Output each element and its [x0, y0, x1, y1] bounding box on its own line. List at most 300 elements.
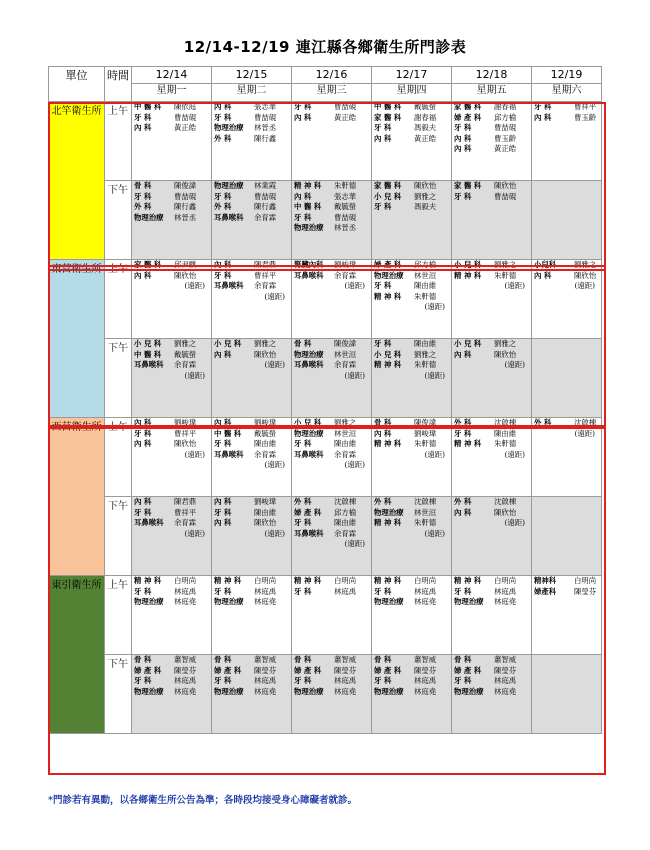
department: 牙 科: [534, 102, 552, 111]
department: 耳鼻喉科: [294, 528, 324, 538]
clinic-entry: [292, 350, 371, 361]
doctor-name: 蕭智威: [334, 655, 357, 664]
clinic-entry: [292, 223, 371, 234]
department: 內 科: [134, 439, 152, 449]
period-label: 下午: [105, 655, 132, 734]
clinic-entry: [132, 518, 211, 529]
schedule-cell: [212, 576, 292, 655]
clinic-entry: [132, 497, 211, 508]
clinic-entry: [292, 497, 371, 508]
clinic-entry: [292, 450, 371, 461]
doctor-name: 馮毅夫: [414, 123, 437, 133]
doctor-name: 余育霖: [174, 360, 197, 370]
department: 牙 科: [454, 428, 472, 438]
clinic-entry: [212, 192, 291, 203]
schedule-cell: [532, 418, 602, 497]
schedule-cell: [452, 181, 532, 260]
doctor-name: 林晉丞: [334, 223, 357, 233]
schedule-cell: [452, 102, 532, 181]
department: 物理治療: [374, 507, 404, 517]
clinic-entry: [452, 508, 531, 519]
schedule-cell: [372, 497, 452, 576]
clinic-entry: [132, 271, 211, 282]
department: 物理治療: [134, 597, 164, 607]
department: 牙 科: [294, 586, 312, 596]
doctor-name: 林庭禹: [334, 676, 357, 686]
remote-note: (遠距): [424, 370, 445, 380]
clinic-entry: [212, 418, 291, 429]
department: 牙 科: [134, 676, 152, 686]
department: 物理治療: [454, 597, 484, 607]
remote-note: (遠距): [344, 460, 365, 470]
schedule-cell: [132, 655, 212, 734]
schedule-cell: [292, 260, 372, 339]
department: 牙 科: [374, 586, 392, 596]
remote-note: (遠距): [424, 449, 445, 459]
doctor-name: 林庭堯: [174, 597, 197, 607]
doctor-name: 戴毓螢: [174, 349, 197, 359]
doctor-name: 陳欣怡: [414, 181, 437, 190]
department: 牙 科: [134, 586, 152, 596]
schedule-cell: [292, 181, 372, 260]
doctor-name: 陳瑩芬: [334, 665, 357, 675]
doctor-name: 余育霖: [334, 528, 357, 538]
schedule-cell: [212, 260, 292, 339]
clinic-entry: [212, 597, 291, 608]
department: 牙 科: [374, 202, 392, 212]
day-header: [132, 67, 212, 102]
day-date: 12/18: [475, 68, 508, 81]
clinic-entry: [372, 687, 451, 698]
day-date: 12/15: [235, 68, 268, 81]
clinic-entry: [532, 260, 601, 271]
doctor-name: 陳行鑫: [254, 202, 277, 212]
department: 物理治療: [294, 223, 324, 233]
doctor-name: 白明尚: [574, 576, 597, 585]
clinic-entry: [372, 113, 451, 124]
remote-note: (遠距): [504, 360, 525, 370]
clinic-entry: [372, 260, 451, 271]
department: 牙 科: [214, 439, 232, 449]
department: 牙 科: [374, 123, 392, 133]
period-label: 下午: [105, 339, 132, 418]
clinic-entry: [292, 439, 371, 450]
doctor-name: 蕭智威: [414, 655, 437, 664]
period-label: 上午: [105, 418, 132, 497]
clinic-entry: [452, 134, 531, 145]
department: 精 神 科: [374, 291, 402, 301]
clinic-entry: [532, 418, 601, 429]
schedule-cell: [212, 655, 292, 734]
period-label: 上午: [105, 576, 132, 655]
department: 中 醫 科: [214, 428, 242, 438]
clinic-entry: [212, 576, 291, 587]
department: 精 神 科: [294, 576, 322, 585]
doctor-name: 蕭智威: [494, 655, 517, 664]
schedule-table: [48, 66, 602, 734]
clinic-entry: [292, 666, 371, 677]
doctor-name: 林世洹: [414, 270, 437, 280]
department: 物理治療: [374, 270, 404, 280]
doctor-name: 曹喆硯: [254, 191, 277, 201]
doctor-name: 曹喆硯: [334, 212, 357, 222]
clinic-entry: [132, 202, 211, 213]
department: 物理治療: [294, 428, 324, 438]
doctor-name: 劉雅之: [334, 418, 357, 427]
clinic-entry: [292, 181, 371, 192]
clinic-entry: [292, 529, 371, 540]
department: 外 科: [454, 497, 472, 506]
clinic-entry: [212, 339, 291, 350]
doctor-name: 林庭禹: [174, 586, 197, 596]
clinic-entry: [372, 655, 451, 666]
department: 牙 科: [134, 112, 152, 122]
doctor-name: 曹玉齡: [574, 112, 597, 122]
doctor-name: 邱方榆: [334, 507, 357, 517]
doctor-name: 曹喆硯: [254, 112, 277, 122]
remote-note: (遠距): [264, 360, 285, 370]
department: 家 醫 科: [454, 102, 482, 111]
clinic-entry: [212, 123, 291, 134]
remote-note: (遠距): [184, 281, 205, 291]
doctor-name: 林世洹: [334, 349, 357, 359]
remote-note: (遠距): [504, 281, 525, 291]
schedule-cell: [132, 102, 212, 181]
department: 牙 科: [454, 191, 472, 201]
clinic-entry: [372, 497, 451, 508]
clinic-entry: [212, 666, 291, 677]
department: 精 神 科: [134, 576, 162, 585]
doctor-name: 蕭智威: [254, 655, 277, 664]
doctor-name: 陳君鼎: [174, 497, 197, 506]
doctor-name: 林庭堯: [414, 597, 437, 607]
clinic-entry: [212, 350, 291, 361]
schedule-cell: [292, 576, 372, 655]
department: 家 醫 科: [134, 260, 162, 269]
department: 家 醫 科: [454, 181, 482, 190]
doctor-name: 白明尚: [334, 576, 357, 585]
department: 小 兒 科: [374, 349, 402, 359]
clinic-entry: [372, 339, 451, 350]
doctor-name: 林庭禹: [174, 676, 197, 686]
doctor-name: 陳欣怡: [254, 349, 277, 359]
day-date: 12/14: [155, 68, 188, 81]
department: 小 兒 科: [134, 339, 162, 348]
doctor-name: 劉峻瑋: [414, 428, 437, 438]
doctor-name: 朱軒德: [334, 181, 357, 190]
doctor-name: 劉雅之: [494, 339, 517, 348]
department: 耳鼻喉科: [294, 360, 324, 370]
doctor-name: 陳瑩芬: [174, 665, 197, 675]
day-date: 12/17: [395, 68, 428, 81]
department: 牙 科: [294, 676, 312, 686]
schedule-row: [49, 655, 602, 734]
doctor-name: 朱軒德: [414, 360, 437, 370]
header-unit: 單位: [49, 67, 105, 102]
department: 骨 科: [374, 655, 392, 664]
department: 骨 科: [214, 655, 232, 664]
clinic-entry: [212, 450, 291, 461]
doctor-name: 陳由維: [414, 339, 437, 348]
doctor-name: 陳行鑫: [174, 202, 197, 212]
clinic-entry: [292, 271, 371, 282]
schedule-cell: [292, 497, 372, 576]
doctor-name: 謝春福: [414, 112, 437, 122]
clinic-entry: [372, 281, 451, 292]
schedule-cell: [532, 181, 602, 260]
doctor-name: 劉雅之: [414, 349, 437, 359]
department: 外 科: [454, 418, 472, 427]
department: 中 醫 科: [134, 102, 162, 111]
clinic-entry: [452, 597, 531, 608]
clinic-entry: [452, 102, 531, 113]
doctor-name: 朱軒德: [494, 439, 517, 449]
department: 外 科: [214, 133, 232, 143]
remote-note: (遠距): [184, 449, 205, 459]
department: 外 科: [534, 418, 552, 427]
schedule-row: [49, 181, 602, 260]
department: 耳鼻喉科: [134, 518, 164, 528]
doctor-name: 邱方榆: [414, 260, 437, 269]
department: 婦 產 科: [454, 112, 482, 122]
clinic-entry: [532, 102, 601, 113]
doctor-name: 陳由維: [494, 428, 517, 438]
doctor-name: 林庭堯: [334, 686, 357, 696]
doctor-name: 陳由維: [414, 281, 437, 291]
clinic-entry: [132, 339, 211, 350]
clinic-entry: [452, 429, 531, 440]
department: 骨 科: [454, 655, 472, 664]
doctor-name: 林晉丞: [254, 123, 277, 133]
department: 耳鼻喉科: [294, 449, 324, 459]
schedule-cell: [132, 339, 212, 418]
department: 精 神 科: [294, 181, 322, 190]
doctor-name: 劉峻瑋: [254, 497, 277, 506]
doctor-name: 黃正皓: [494, 144, 517, 154]
clinic-entry: [132, 666, 211, 677]
clinic-entry: [292, 113, 371, 124]
schedule-cell: [132, 260, 212, 339]
clinic-entry: [132, 655, 211, 666]
doctor-name: 陳欣怡: [494, 507, 517, 517]
doctor-name: 林庭禹: [254, 676, 277, 686]
clinic-entry: [212, 497, 291, 508]
clinic-entry: [372, 518, 451, 529]
clinic-entry: [132, 687, 211, 698]
clinic-entry: [132, 418, 211, 429]
department: 家 醫 科: [374, 181, 402, 190]
doctor-name: 曹祥平: [174, 507, 197, 517]
clinic-name: 北竿衛生所: [49, 102, 105, 260]
department: 牙 科: [134, 191, 152, 201]
department: 耳鼻喉科: [134, 360, 164, 370]
clinic-name: 西莒衛生所: [49, 418, 105, 576]
clinic-entry: [532, 587, 601, 598]
clinic-entry: [212, 518, 291, 529]
department: 內 科: [454, 507, 472, 517]
clinic-entry: [452, 576, 531, 587]
doctor-name: 沈啟棟: [574, 418, 597, 427]
day-header: [372, 67, 452, 102]
department: 牙 科: [214, 676, 232, 686]
department: 內 科: [534, 270, 552, 280]
remote-note: (遠距): [344, 281, 365, 291]
schedule-row: [49, 497, 602, 576]
department: 家 醫 科: [374, 112, 402, 122]
clinic-entry: [212, 202, 291, 213]
department: 中 醫 科: [294, 202, 322, 212]
clinic-entry: [292, 587, 371, 598]
day-date: 12/16: [315, 68, 348, 81]
clinic-entry: [532, 271, 601, 282]
doctor-name: 陳欣怡: [174, 270, 197, 280]
doctor-name: 曹玉齡: [494, 133, 517, 143]
doctor-name: 陳瑩芬: [414, 665, 437, 675]
doctor-name: 余育霖: [334, 360, 357, 370]
clinic-entry: [292, 202, 371, 213]
clinic-entry: [132, 192, 211, 203]
clinic-entry: [372, 202, 451, 213]
doctor-name: 劉雅之: [414, 191, 437, 201]
department: 牙 科: [294, 439, 312, 449]
doctor-name: 劉峻瑋: [254, 418, 277, 427]
clinic-entry: [452, 144, 531, 155]
doctor-name: 馮毅夫: [414, 202, 437, 212]
schedule-cell: [132, 576, 212, 655]
doctor-name: 林世洹: [414, 507, 437, 517]
clinic-entry: [452, 497, 531, 508]
doctor-name: 戴毓螢: [254, 428, 277, 438]
clinic-entry: [452, 587, 531, 598]
doctor-name: 陳欣怡: [574, 270, 597, 280]
department: 牙 科: [134, 507, 152, 517]
doctor-name: 曹喆硯: [494, 123, 517, 133]
department: 物理治療: [214, 597, 244, 607]
department: 小 兒 科: [294, 418, 322, 427]
schedule-cell: [132, 497, 212, 576]
doctor-name: 林庭禹: [494, 676, 517, 686]
schedule-cell: [212, 339, 292, 418]
schedule-cell: [132, 418, 212, 497]
clinic-name: 東莒衛生所: [49, 260, 105, 418]
clinic-entry: [132, 213, 211, 224]
doctor-name: 曹祥平: [254, 270, 277, 280]
schedule-cell: [452, 339, 532, 418]
department: 內 科: [454, 144, 472, 154]
remote-note: (遠距): [424, 302, 445, 312]
clinic-entry: [452, 655, 531, 666]
doctor-name: 白明尚: [414, 576, 437, 585]
clinic-entry: [132, 360, 211, 371]
doctor-name: 陳欣怡: [494, 349, 517, 359]
department: 中 醫 科: [134, 349, 162, 359]
clinic-entry: [212, 587, 291, 598]
department: 精 神 科: [454, 270, 482, 280]
department: 內 科: [294, 191, 312, 201]
schedule-cell: [292, 655, 372, 734]
doctor-name: 陳行鑫: [254, 133, 277, 143]
doctor-name: 沈啟棟: [414, 497, 437, 506]
department: 物理治療: [134, 212, 164, 222]
department: 牙 科: [374, 281, 392, 291]
department: 物理治療: [374, 686, 404, 696]
day-weekday: 星期五: [452, 83, 531, 98]
department: 外 科: [294, 497, 312, 506]
day-weekday: 星期三: [292, 83, 371, 98]
doctor-name: 余育霖: [254, 281, 277, 291]
doctor-name: 陳瑩芬: [574, 586, 597, 596]
doctor-name: 黃正皓: [334, 112, 357, 122]
doctor-name: 陳君鼎: [254, 260, 277, 269]
clinic-entry: [372, 508, 451, 519]
clinic-entry: [292, 676, 371, 687]
clinic-entry: [132, 350, 211, 361]
clinic-entry: [292, 360, 371, 371]
clinic-entry: [292, 687, 371, 698]
clinic-entry: [212, 439, 291, 450]
department: 精 神 科: [374, 360, 402, 370]
doctor-name: 林庭堯: [254, 686, 277, 696]
clinic-entry: [372, 666, 451, 677]
doctor-name: 陳由維: [334, 439, 357, 449]
doctor-name: 余育霖: [334, 270, 357, 280]
clinic-entry: [292, 518, 371, 529]
clinic-entry: [292, 213, 371, 224]
doctor-name: 朱軒德: [414, 518, 437, 528]
clinic-entry: [212, 181, 291, 192]
schedule-row: [49, 576, 602, 655]
department: 牙 科: [374, 676, 392, 686]
doctor-name: 余育霖: [174, 518, 197, 528]
clinic-entry: [532, 113, 601, 124]
clinic-entry: [292, 192, 371, 203]
doctor-name: 邱尹麒: [174, 260, 197, 269]
doctor-name: 白明尚: [174, 576, 197, 585]
doctor-name: 張志華: [254, 102, 277, 111]
clinic-entry: [212, 687, 291, 698]
department: 物理治療: [134, 686, 164, 696]
remote-note: (遠距): [344, 370, 365, 380]
department: 牙 科: [214, 112, 232, 122]
department: 牙 科: [294, 518, 312, 528]
department: 內 科: [374, 133, 392, 143]
doctor-name: 林業霞: [254, 181, 277, 190]
clinic-entry: [452, 192, 531, 203]
department: 物理治療: [214, 123, 244, 133]
clinic-entry: [132, 113, 211, 124]
clinic-entry: [372, 597, 451, 608]
clinic-entry: [372, 587, 451, 598]
clinic-entry: [132, 439, 211, 450]
clinic-entry: [372, 439, 451, 450]
clinic-entry: [372, 134, 451, 145]
schedule-row: [49, 102, 602, 181]
period-label: 上午: [105, 260, 132, 339]
clinic-entry: [452, 339, 531, 350]
clinic-entry: [372, 292, 451, 303]
doctor-name: 劉雅之: [254, 339, 277, 348]
schedule-cell: [452, 418, 532, 497]
doctor-name: 邱方榆: [494, 112, 517, 122]
department: 牙 科: [294, 212, 312, 222]
schedule-cell: [212, 418, 292, 497]
department: 物理治療: [454, 686, 484, 696]
department: 內 科: [214, 418, 232, 427]
doctor-name: 林庭禹: [414, 676, 437, 686]
clinic-entry: [372, 576, 451, 587]
schedule-cell: [292, 339, 372, 418]
doctor-name: 林庭堯: [414, 686, 437, 696]
